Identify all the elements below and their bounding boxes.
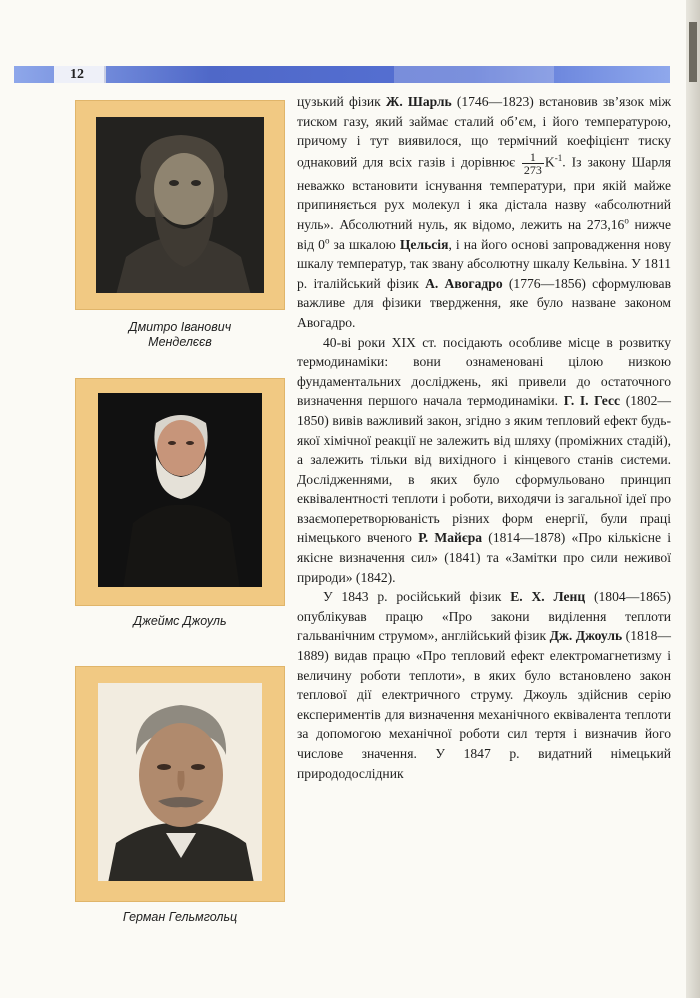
caption-mendeleev [75, 320, 285, 350]
page-edge [686, 0, 700, 998]
paragraph-charles [297, 92, 671, 333]
name-lenz: Е. Х. Ленц [510, 589, 586, 605]
paragraph-1840s [297, 333, 671, 588]
unit-exponent: -1 [554, 152, 563, 163]
page-edge-tab [689, 22, 697, 82]
name-mayer: Р. Майєра [418, 530, 483, 546]
p1-text-2: (1746—1823) встановив зв’язок між тиском газу, який займає сталий об’єм, і його температурою, причому і тут виявилося, що термічний коефіцієнт тиску однаковий для всіх газів і дорівнює [297, 94, 671, 170]
portrait-photo-mendeleev [96, 117, 264, 293]
name-hess: Г. І. Гесс [563, 393, 621, 409]
portrait-photo-joule [98, 393, 262, 587]
caption-mendeleev-line1: Дмитро Іванович [128, 320, 232, 334]
unit-kelvin: K [544, 154, 555, 170]
caption-mendeleev-line2: Менделєєв [148, 335, 212, 349]
p1-text-7: (1776—1856) сформулював важливе для фізики твердження, яке було назване законом Авогадро. [297, 275, 671, 330]
portrait-frame-mendeleev [75, 100, 285, 310]
name-celsius: Цельсія [399, 236, 449, 252]
main-text [297, 92, 671, 783]
portrait-frame-helmholtz [75, 666, 285, 902]
fraction-denominator: 273 [523, 162, 542, 177]
fraction-1-over-273 [522, 151, 544, 176]
portrait-frame-joule [75, 378, 285, 606]
p1-text-6: , і на його основі запровадження нову шкалу температур, так звану абсолютну шкалу Кельвіна. У 1811 р. італійський фізик [297, 236, 671, 291]
mendeleev-portrait-image [96, 117, 264, 293]
name-charles: Ж. Шарль [385, 94, 452, 109]
p1-text-4: нижче від 0 [297, 216, 671, 252]
caption-joule [75, 614, 285, 629]
header-bar [14, 66, 670, 83]
p3-text-3: (1818—1889) видав працю «Про тепловий ефект електромагнетизму і величину роботи теплоти», в яких було встановлено закон теплової дії електричного струму. Джоуль здійснив серію експериментів для визначення механічного еквівалента теплоти за допомогою механічної роботи сил тертя і визначив його числове значення. У 1847 р. видатний німецький природодослідник [297, 628, 671, 781]
caption-joule-line1: Джеймс Джоуль [133, 614, 227, 628]
caption-helmholtz [75, 910, 285, 925]
paragraph-1843 [297, 587, 671, 783]
p2-text-1: 40-ві роки XIX ст. посідають особливе місце в розвитку термодинаміки: вони ознаменовані цілою низкою фундаментальних досліджень, які привели до остаточного визначення першого начала термодинаміки. [297, 334, 671, 409]
p3-text-1: У 1843 р. російський фізик [323, 589, 511, 605]
p1-text-5: за шкалою [329, 236, 400, 252]
fraction-numerator: 1 [522, 151, 544, 164]
p1-text-3: . Із закону Шарля неважко встановити існування температури, при якій майже припиняється рух молекул і яка дістала назву «абсолютний нуль». Абсолютний нуль, як відомо, лежить на 273,16 [297, 154, 671, 232]
joule-portrait-image [98, 393, 262, 587]
degree-mark-1: o [624, 215, 629, 226]
p3-text-2: (1804—1865) опублікував працю «Про закони виділення теплоти гальванічним струмом», англійський фізик [297, 589, 671, 644]
name-joule: Дж. Джоуль [549, 628, 623, 644]
header-gloss [394, 66, 554, 83]
degree-mark-2: o [324, 235, 330, 246]
p2-text-2: (1802—1850) вивів важливий закон, згідно з яким тепловий ефект будь-якої хімічної реакції не залежить від шляху (проміжних стадій), а залежить тільки від вихідного і кінцевого станів системи. Дослідженнями, в яких було сформульовано принцип еквівалентності теплоти і роботи, виходячи із загальної ідеї про взаємоперетворюваність різних форм енергії, були праці німецького вченого [297, 393, 671, 546]
name-avogadro: А. Авогадро [425, 275, 503, 291]
page-number: 12 [70, 67, 84, 82]
portrait-photo-helmholtz [98, 683, 262, 881]
p1-text-1: цузький фізик [297, 94, 386, 109]
caption-helmholtz-line1: Герман Гельмгольц [122, 910, 238, 924]
p2-text-3: (1814—1878) «Про кількісне і якісне визначення сил» (1841) та «Замітки про сили неживої природи» (1842). [297, 530, 671, 585]
helmholtz-portrait-image [98, 683, 262, 881]
